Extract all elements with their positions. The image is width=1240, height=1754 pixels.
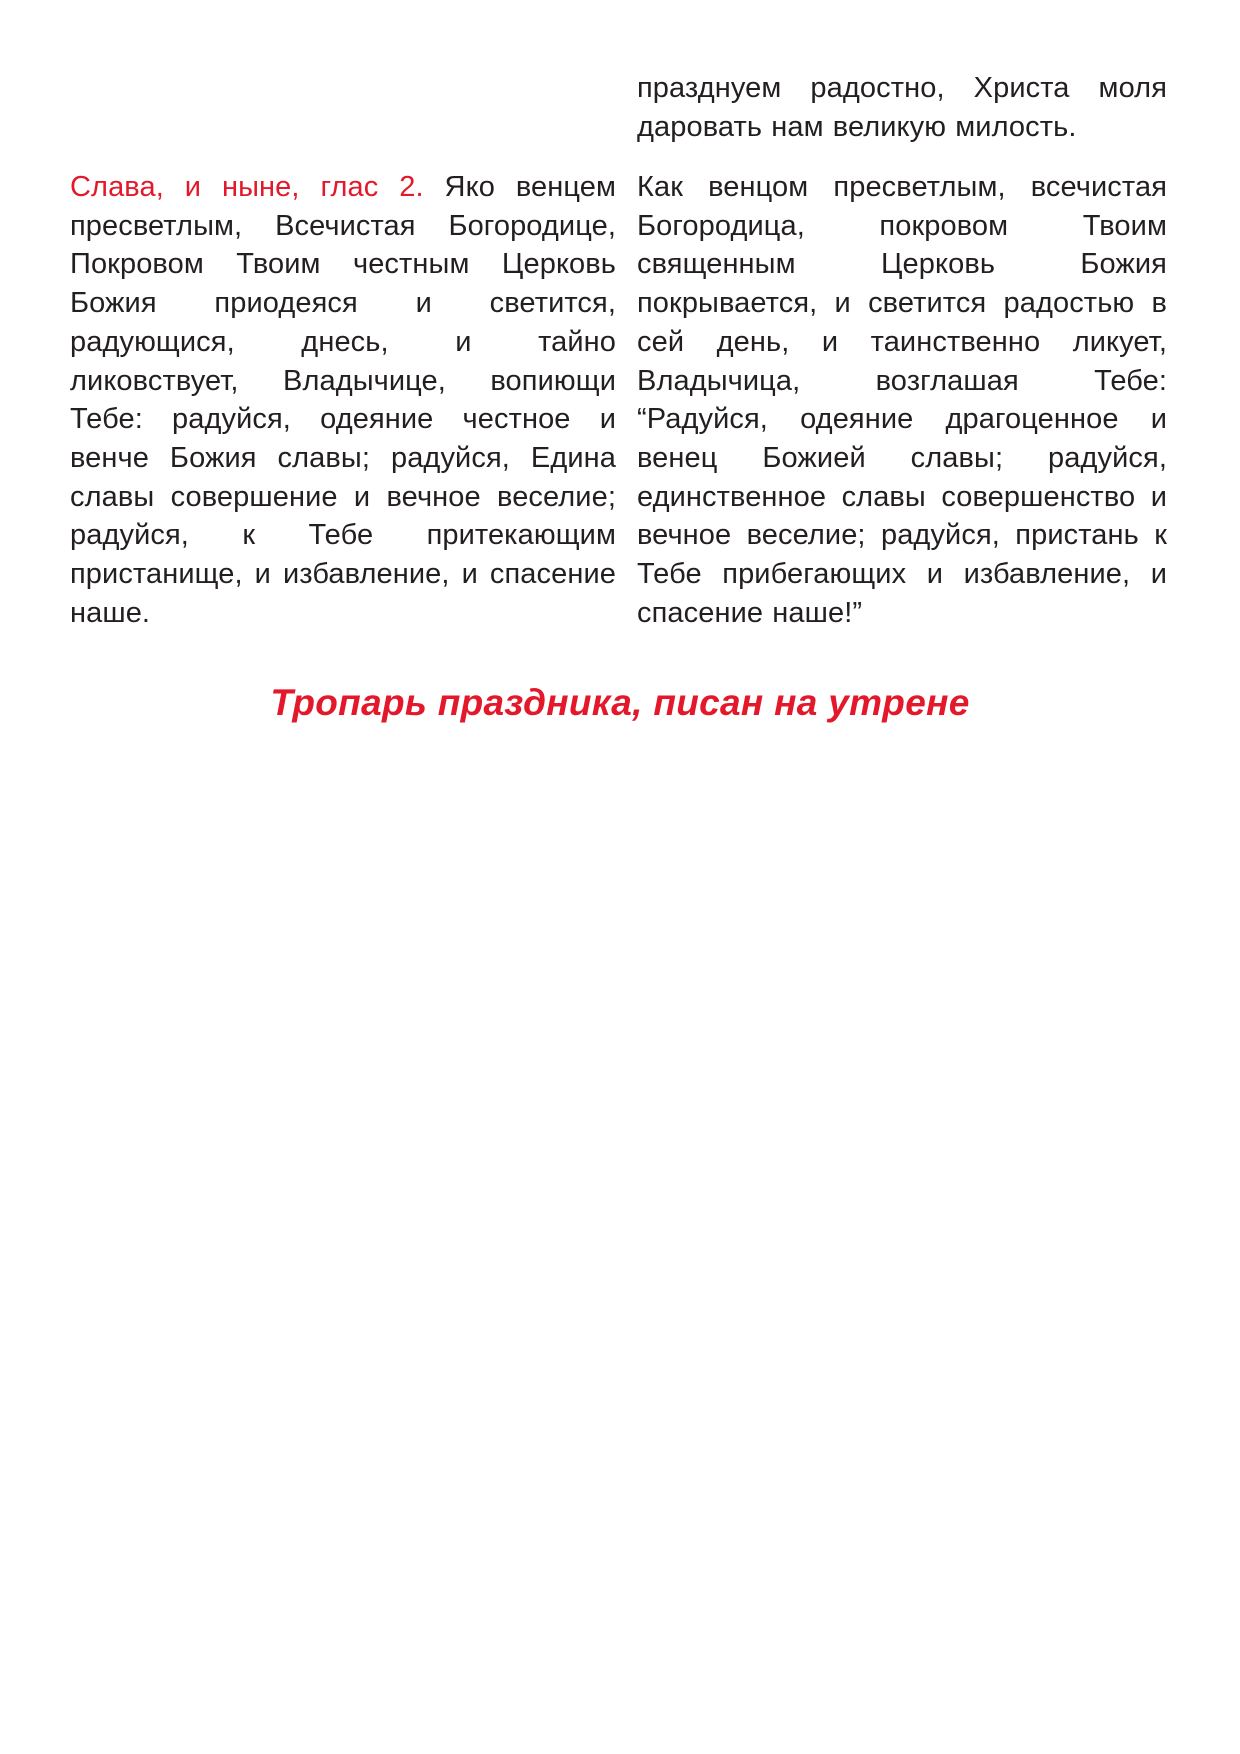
section-heading: Тропарь праздника, писан на утрене [270,682,970,723]
right-column-continuation [637,69,1167,146]
continuation-text: празднуем радостно, Христа моля даровать нам великую милость. [637,72,1167,143]
slavonic-text: Яко венцем пресветлым, Всечистая Богородице, Покровом Твоим честным Церковь Божия приодеяся и светится, радующися, днесь, и тайно ликовствует, Владычице, вопиющи Тебе: радуйся, одеяние честное и венче Божия славы; радуйся, Едина славы совершение и вечное веселие; радуйся, к Тебе притекающим пристанище, и избавление, и спасение наше. [70,171,616,629]
right-column-translation [637,168,1167,632]
left-column-church-slavonic [70,168,616,632]
translation-text: Как венцом пресветлым, всечистая Богородица, покровом Твоим священным Церковь Божия покрывается, и светится радостью в сей день, и таинственно ликует, Владычица, возглашая Тебе: “Радуйся, одеяние драгоценное и венец Божией славы; радуйся, единственное славы совершенство и вечное веселие; радуйся, пристань к Тебе прибегающих и избавление, и спасение наше!” [637,171,1167,629]
rubric-label: Слава, и ныне, глас 2. [70,171,424,203]
